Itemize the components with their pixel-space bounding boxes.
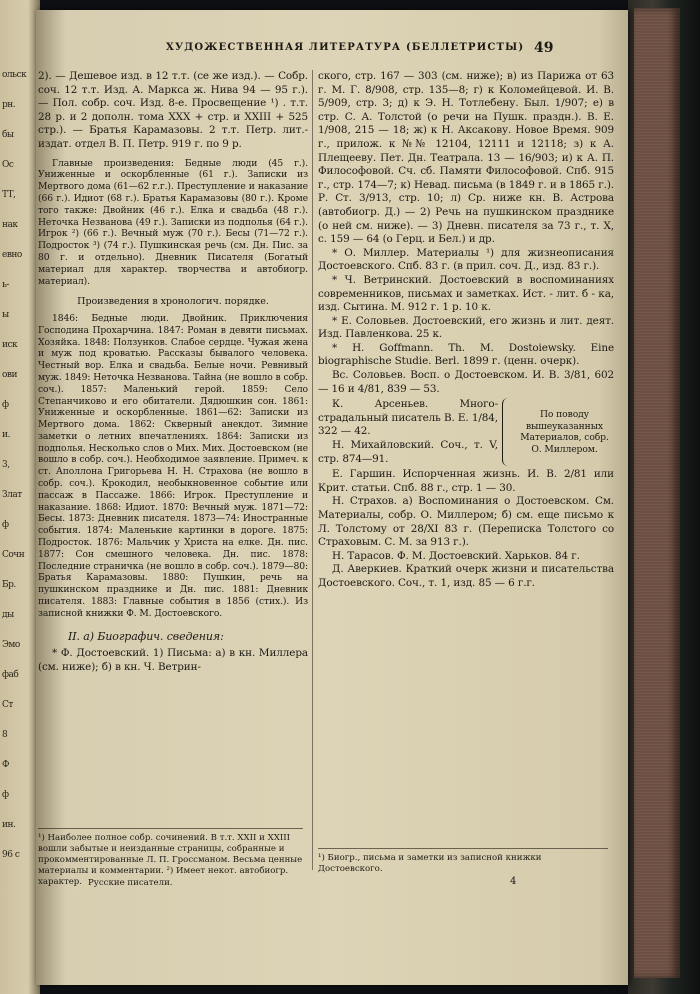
facing-page-edge: [0, 0, 40, 994]
facing-page-fragment: Злат: [2, 490, 22, 500]
bottom-label: Русские писатели.: [88, 878, 173, 888]
running-title: ХУДОЖЕСТВЕННАЯ ЛИТЕРАТУРА (БЕЛЛЕТРИСТЫ): [166, 42, 525, 53]
column-divider: [312, 70, 313, 870]
book-spine: [628, 0, 700, 994]
right-top-paragraph: ского, стр. 167 — 303 (см. ниже); в) из Парижа от 63 г. М. Г. 8/908, стр. 135—8; г) к Коломейцевой. И. В. 5/909, стр. 3; д) к Э. Н. Тотлебену. Был. 1/907; е) в стр. С. А. Толстой (о речи на Пушк. праздн.). В. Е. 1/908, 215 — 18; ж) к Н. Аксакову. Новое Время. 909 г., прилож. к №№ 12104, 12111 и 12118; з) к А. Плещееву. Пет. Дн. Театрала. 13 — 16/903; и) к А. П. Философовой. Сч. сб. Памяти Философовой. Спб. 915 г., стр. 174—7; к) Невад. письма (в 1849 г. и в 1865 г.). Р. Ст. 3/913, стр. 10; л) Ср. ниже кн. В. Астрова (автобиогр. Д.) — 2) Речь на пушкинском празднике (о ней см. ниже). — 3) Дневн. писателя за 73 г., т. X, с. 159 — 64 (о Герц. и Бел.) и др.: [318, 70, 614, 246]
bibliography-entry: * Е. Соловьев. Достоевский, его жизнь и лит. деят. Изд. Павленкова. 25 к.: [318, 314, 614, 341]
bracket-entry: К. Арсеньев. Много-страдальный писатель В. Е. 1/84, 322 — 42.: [318, 398, 498, 438]
biography-text: * Ф. Достоевский. 1) Письма: а) в кн. Миллера (см. ниже); б) в кн. Ч. Ветрин-: [38, 647, 308, 673]
bracket-group: [318, 398, 614, 466]
facing-page-fragment: Ст: [2, 700, 13, 710]
facing-page-fragment: Бр.: [2, 580, 16, 590]
left-top-paragraph: 2). — Дешевое изд. в 12 т.т. (се же изд.). — Собр. соч. 12 т.т. Изд. А. Маркса ж. Нива 94 — 95 г.). — Пол. собр. соч. Изд. 8-е. Просвещение ¹) . т.т. 28 р. и 2 дополн. тома XXX + стр. и XXIII + 525 стр.). — Братья Карамазовы. 2 т.т. Петр. лит.-издат. отдел В. П. Петр. 919 г. по 9 р.: [38, 70, 308, 150]
bracket-note: По поводу вышеуказанных Материалов, собр. О. Миллером.: [520, 409, 609, 455]
facing-page-fragment: рн.: [2, 100, 16, 110]
facing-page-fragment: ы: [2, 310, 9, 320]
facing-page-fragment: нак: [2, 220, 18, 230]
left-footnote: ¹) Наиболее полное собр. сочинений. В т.т. XXII и XXIII вошли забытые и неизданные страницы, собранные и прокомментированные Л. П. Гроссманом. Весьма ценные материалы и комментарии. ²) Имеет некот. автобиогр. характер.: [38, 828, 303, 888]
facing-page-fragment: и.: [2, 430, 10, 440]
bibliography-entry: Н. Тарасов. Ф. М. Достоевский. Харьков. 84 г.: [332, 549, 580, 562]
facing-page-fragment: Ос: [2, 160, 14, 170]
page-edges: [634, 8, 680, 978]
right-column: [318, 70, 614, 591]
bibliography-entry: * H. Goffmann. Th. M. Dostoiewsky. Eine biographische Studie. Berl. 1899 г. (ценн. очерк).: [318, 341, 614, 368]
facing-page-fragment: ТТ,: [2, 190, 16, 200]
bibliography-entry: Е. Гаршин. Испорченная жизнь. И. В. 2/81 или Крит. статьи. Спб. 88 г., стр. 1 — 30.: [318, 468, 614, 494]
page-number: 49: [534, 40, 554, 56]
main-works-paragraph: Главные произведения: Бедные люди (45 г.). Униженные и оскорбленные (61 г.). Записки из Мертвого дома (61—62 г.г.). Преступление и наказание (66 г.). Идиот (68 г.). Братья Карамазовы (80 г.). Кроме того также: Двойник (46 г.). Елка и свадьба (48 г.). Неточка Незванова (49 г.). Записки из подполья (64 г.). Игрок ²) (66 г.). Вечный муж (70 г.). Бесы (71—72 г.). Подросток ³) (74 г.). Пушкинская речь (см. Дн. Пис. за 80 г. и отдельно). Дневник Писателя (Богатый материал для характер. творчества и автобиогр. материал).: [38, 157, 308, 287]
facing-page-fragment: бы: [2, 130, 14, 140]
facing-page-fragment: евно: [2, 250, 22, 260]
facing-page-fragment: 96 с: [2, 850, 20, 860]
bibliography-entry: Н. Страхов. а) Воспоминания о Достоевском. См. Материалы, собр. О. Миллером; б) см. еще письмо к Л. Толстому от 28/XI 83 г. (Переписка Толстого со Страховым. С. М. за 913 г.).: [318, 495, 614, 549]
left-column: [38, 70, 308, 674]
curly-brace: [502, 398, 511, 466]
bracket-left-entries: [318, 398, 498, 466]
facing-page-fragment: ф: [2, 790, 9, 800]
facing-page-fragment: ды: [2, 610, 14, 620]
facing-page-fragment: ин.: [2, 820, 16, 830]
chrono-list: 1846: Бедные люди. Двойник. Приключения Господина Прохарчина. 1847: Роман в девяти письмах. Хозяйка. 1848: Ползунков. Слабое сердце. Чужая жена и муж под кроватью. Рассказы бывалого человека. Честный вор. Елка и свадьба. Белые ночи. Ревнивый муж. 1849: Неточка Незванова. Тайна (не вошло в собр. соч.). 1857: Маленький герой. 1859: Село Степанчиково и его обитатели. Дядюшкин сон. 1861: Униженные и оскорбленные. 1861—62: Записки из Мертвого дома. 1862: Скверный анекдот. Зимние заметки о летних впечатлениях. 1864: Записки из подполья. Несколько слов о Мих. Мих. Достоевском (не вошло в собр. соч.). Необходимое заявление. Примеч. к ст. Аполлона Григорьева Н. Н. Страхова (не вошло в собр. соч.). Крокодил, необыкновенное событие или пассаж в Пассаже. 1866: Игрок. Преступление и наказание. 1868: Идиот. 1870: Вечный муж. 1871—72: Бесы. 1873: Дневник писателя. 1873—74: Иностранные события. 1874: Маленькие картинки в дороге. 1875: Подросток. 1876: Мальчик у Христа на елке. Дн. пис. 1877: Сон смешного человека. Дн. пис. 1878: Последние страничка (не вошло в собр. соч.). 1879—80: Братья Карамазовы. 1880: Пушкин, речь на пушкинском празднике и Дн. пис. 1881: Дневник писателя. 1883: Главные события в 1856 (стих.). Из записной книжки Ф. М. Достоевского.: [38, 312, 308, 619]
facing-page-fragment: ь-: [2, 280, 9, 290]
book-page: [36, 10, 628, 985]
facing-page-fragment: ольск: [2, 70, 27, 80]
facing-page-fragment: Сочн: [2, 550, 25, 560]
bracket-entry: Н. Михайловский. Соч., т. V, стр. 874—91.: [318, 439, 498, 465]
bibliography-entry: Вс. Соловьев. Восп. о Достоевском. И. В. 3/81, 602 — 16 и 4/81, 839 — 53.: [318, 369, 614, 395]
facing-page-fragment: фаб: [2, 670, 19, 680]
bibliography-entry: Д. Аверкиев. Краткий очерк жизни и писательства Достоевского. Соч., т. 1, изд. 85 — 6 г.г.: [318, 563, 614, 589]
chrono-heading: Произведения в хронологич. порядке.: [77, 296, 269, 308]
page-header: [36, 40, 628, 60]
bibliography-entries: [318, 247, 614, 397]
facing-page-fragment: 3,: [2, 460, 10, 470]
biography-heading: II. а) Биографич. сведения:: [68, 629, 224, 643]
facing-page-fragment: ф: [2, 400, 9, 410]
facing-page-fragment: ф: [2, 520, 9, 530]
facing-page-fragment: Эмо: [2, 640, 20, 650]
bibliography-entry: * О. Миллер. Материалы ¹) для жизнеописания Достоевского. Спб. 83 г. (в прил. соч. Д., изд. 83 г.).: [318, 246, 614, 273]
facing-page-fragment: 8: [2, 730, 8, 740]
right-footnote: ¹) Биогр., письма и заметки из записной книжки Достоевского.: [318, 848, 608, 875]
bibliography-entry: * Ч. Ветринский. Достоевский в воспоминаниях современников, письмах и заметках. Ист. - лит. б - ка, изд. Сытина. М. 912 г. 1 р. 10 к.: [318, 273, 614, 314]
facing-page-fragment: Ф: [2, 760, 9, 770]
bibliography-entries-2: [318, 468, 614, 590]
facing-page-fragment: ови: [2, 370, 17, 380]
facing-page-fragment: иск: [2, 340, 18, 350]
signature-number: 4: [510, 876, 517, 887]
